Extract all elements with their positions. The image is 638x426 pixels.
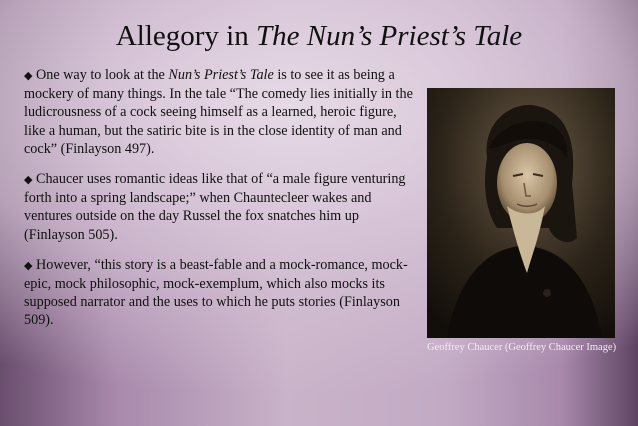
bullet-list — [24, 66, 414, 342]
bullet-item — [24, 170, 414, 244]
slide-title — [0, 20, 638, 53]
portrait-caption: Geoffrey Chaucer (Geoffrey Chaucer Image) — [427, 342, 617, 353]
title-italic: The Nun’s Priest’s Tale — [255, 20, 523, 52]
diamond-bullet-icon: ◆ — [24, 259, 33, 272]
bullet-text: One way to look at the — [36, 67, 169, 83]
bullet-text: is to see it as being a mockery of many things. In the tale “The comedy lies initially in the ludicrousness of a cock seeing himself as a learned, heroic figure, like a human, but the satiric bite is in the close identity of man and cock” (Finlayson 497). — [24, 67, 413, 157]
bullet-italic-text: Nun’s Priest’s Tale — [168, 67, 274, 83]
title-prefix: Allegory in — [115, 20, 256, 52]
portrait-icon — [427, 88, 615, 338]
bullet-item — [24, 66, 414, 158]
bullet-text: Chaucer uses romantic ideas like that of “a male figure venturing forth into a spring landscape;” when Chauntecleer wakes and ventures outside on the day Russel the fox snatches him up (Finlayson 505). — [24, 171, 406, 243]
bullet-text: However, “this story is a beast-fable and a mock-romance, mock-epic, mock philosophic, mock-exemplum, which also mocks its supposed narrator and the uses to which he puts stories (Finlayson 509). — [24, 256, 408, 329]
diamond-bullet-icon: ◆ — [24, 174, 33, 187]
bullet-item — [24, 256, 414, 330]
diamond-bullet-icon: ◆ — [24, 70, 33, 82]
chaucer-portrait-image — [427, 88, 615, 338]
